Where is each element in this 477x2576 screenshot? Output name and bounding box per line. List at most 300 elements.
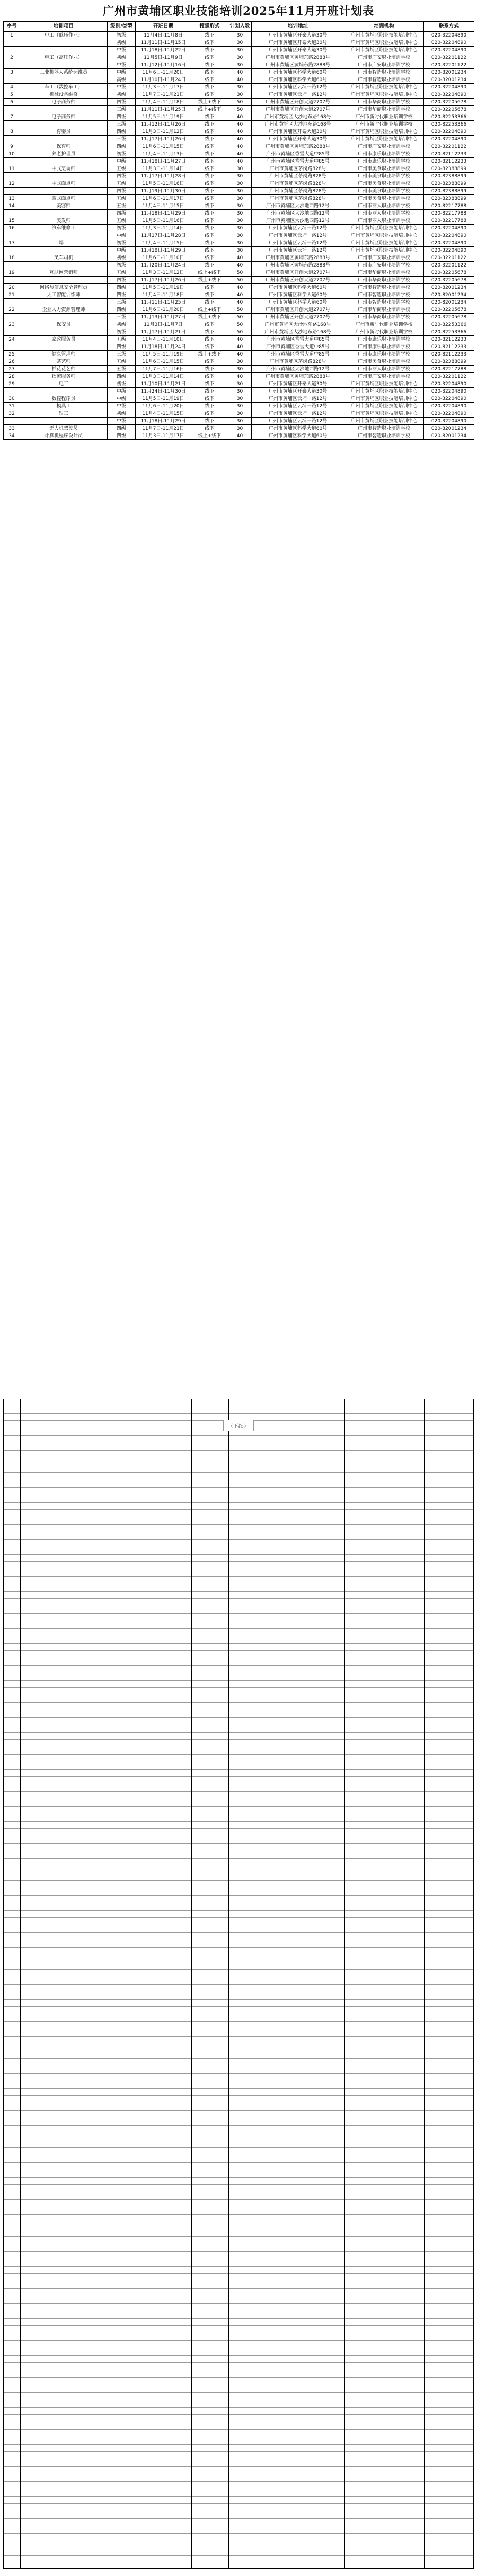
cell-no: 11 [4, 165, 20, 173]
cell-item [20, 39, 108, 47]
cell-tel: 020-32204890 [424, 84, 474, 91]
cell-addr: 广州市黄埔区开创大道2707号 [252, 269, 344, 277]
cell-tel: 020-82388899 [424, 165, 474, 173]
cell-no [4, 210, 20, 217]
cell-org: 广州市美食职业培训学校 [344, 173, 424, 180]
cell-tel: 020-82253366 [424, 113, 474, 121]
cell-level: 中级 [108, 403, 136, 410]
cell-level: 初级 [108, 328, 136, 336]
cell-addr: 广州市黄埔区香雪大道中85号 [252, 158, 344, 165]
cell-count: 30 [228, 39, 252, 47]
cell-addr: 广州市黄埔区云埔一路12号 [252, 91, 344, 99]
cell-no [4, 247, 20, 254]
cell-org: 广州市智造职业培训学校 [344, 76, 424, 84]
table-row [4, 202, 474, 210]
cell-mode: 线下 [191, 410, 228, 418]
cell-tel: 020-32205678 [424, 306, 474, 314]
cell-no: 25 [4, 351, 20, 358]
cell-addr: 广州市黄埔区开泰大道30号 [252, 39, 344, 47]
cell-mode: 线下 [191, 113, 228, 121]
cell-count: 30 [228, 358, 252, 366]
table-row [4, 32, 474, 39]
table-row [4, 262, 474, 269]
cell-date: 11月11日-11月25日 [136, 106, 191, 113]
cell-no: 16 [4, 225, 20, 232]
table-row [4, 121, 474, 128]
table-row [4, 143, 474, 150]
cell-level: 初级 [108, 54, 136, 61]
cell-item: 美发师 [20, 217, 108, 225]
cell-item: 养老护理员 [20, 150, 108, 158]
cell-addr: 广州市黄埔区黄埔东路2888号 [252, 262, 344, 269]
table-row [4, 217, 474, 225]
cell-date: 11月6日-11月15日 [136, 143, 191, 150]
cell-addr: 广州市黄埔区开创大道2707号 [252, 277, 344, 284]
cell-date: 11月4日-11月15日 [136, 239, 191, 247]
table-row [4, 180, 474, 188]
cell-org: 广州市黄埔区职业技能培训中心 [344, 128, 424, 136]
cell-mode: 线下 [191, 69, 228, 76]
cell-mode: 线下 [191, 61, 228, 69]
cell-item: 健康管理师 [20, 351, 108, 358]
cell-level: 五级 [108, 336, 136, 343]
cell-addr: 广州市黄埔区大沙地东路168号 [252, 113, 344, 121]
cell-item: 模具工 [20, 403, 108, 410]
cell-tel: 020-32204890 [424, 418, 474, 425]
cell-level: 初级 [108, 39, 136, 47]
cell-addr: 广州市黄埔区大沙地西路12号 [252, 366, 344, 373]
cell-count: 40 [228, 121, 252, 128]
cell-tel: 020-32204890 [424, 239, 474, 247]
cell-item [20, 136, 108, 143]
cell-date: 11月6日-11月20日 [136, 306, 191, 314]
cell-date: 11月3日-11月7日 [136, 321, 191, 328]
cell-no [4, 314, 20, 321]
cell-tel: 020-32204890 [424, 136, 474, 143]
table-row [4, 225, 474, 232]
cell-addr: 广州市黄埔区云埔一路12号 [252, 232, 344, 239]
cell-count: 40 [228, 284, 252, 291]
cell-tel: 020-32205678 [424, 106, 474, 113]
cell-item: 电子商务师 [20, 113, 108, 121]
cell-org: 广州市康乐职业培训学校 [344, 351, 424, 358]
cell-tel: 020-32204890 [424, 91, 474, 99]
cell-count: 30 [228, 47, 252, 54]
cell-item [20, 188, 108, 195]
header-item: 培训项目 [20, 22, 108, 32]
cell-level: 五级 [108, 217, 136, 225]
cell-org: 广州市黄埔区职业技能培训中心 [344, 403, 424, 410]
cell-item: 工业机器人系统运维员 [20, 69, 108, 76]
cell-count: 30 [228, 61, 252, 69]
cell-no [4, 76, 20, 84]
cell-no: 2 [4, 54, 20, 61]
table-row [4, 425, 474, 432]
continuation-note: （下续） [223, 1420, 254, 1431]
cell-date: 11月17日-11月26日 [136, 277, 191, 284]
cell-count: 40 [228, 432, 252, 440]
cell-no: 3 [4, 69, 20, 76]
cell-addr: 广州市黄埔区开泰大道30号 [252, 47, 344, 54]
table-row [4, 373, 474, 380]
cell-no: 8 [4, 128, 20, 136]
cell-tel: 020-82001234 [424, 299, 474, 306]
cell-date: 11月3日-11月14日 [136, 165, 191, 173]
cell-date: 11月5日-11月16日 [136, 217, 191, 225]
cell-mode: 线下 [191, 418, 228, 425]
cell-mode: 线下 [191, 343, 228, 351]
cell-addr: 广州市黄埔区茅岗路828号 [252, 165, 344, 173]
table-row [4, 314, 474, 321]
cell-mode: 线上+线下 [191, 106, 228, 113]
cell-level: 四级 [108, 432, 136, 440]
cell-level: 四级 [108, 291, 136, 299]
cell-mode: 线下 [191, 165, 228, 173]
cell-no [4, 328, 20, 336]
cell-item: 育婴员 [20, 128, 108, 136]
cell-mode: 线下 [191, 47, 228, 54]
cell-mode: 线下 [191, 180, 228, 188]
cell-no: 7 [4, 113, 20, 121]
cell-count: 30 [228, 425, 252, 432]
cell-tel: 020-82112233 [424, 150, 474, 158]
cell-count: 40 [228, 150, 252, 158]
cell-date: 11月18日-11月27日 [136, 158, 191, 165]
cell-date: 11月20日-11月24日 [136, 262, 191, 269]
cell-org: 广州市黄埔区职业技能培训中心 [344, 418, 424, 425]
cell-mode: 线上+线下 [191, 432, 228, 440]
cell-org: 广州市丽人职业培训学校 [344, 210, 424, 217]
cell-level: 五级 [108, 366, 136, 373]
cell-mode: 线下 [191, 84, 228, 91]
cell-date: 11月11日-11月25日 [136, 299, 191, 306]
table-row [4, 410, 474, 418]
cell-org: 广州市华商职业培训学校 [344, 306, 424, 314]
cell-count: 50 [228, 306, 252, 314]
cell-mode: 线下 [191, 76, 228, 84]
cell-org: 广州市黄埔区职业技能培训中心 [344, 136, 424, 143]
cell-level: 初级 [108, 321, 136, 328]
header-count: 计划人数 [228, 22, 252, 32]
cell-tel: 020-32205678 [424, 99, 474, 106]
cell-mode: 线下 [191, 247, 228, 254]
cell-count: 30 [228, 217, 252, 225]
cell-mode: 线下 [191, 150, 228, 158]
header-mode: 授课形式 [191, 22, 228, 32]
cell-count: 30 [228, 410, 252, 418]
cell-no [4, 136, 20, 143]
cell-date: 11月12日-11月26日 [136, 121, 191, 128]
page-title: 广州市黄埔区职业技能培训2025年11月开班计划表 [103, 4, 374, 17]
cell-count: 40 [228, 351, 252, 358]
cell-level: 三级 [108, 299, 136, 306]
cell-org: 广州市黄埔区职业技能培训中心 [344, 225, 424, 232]
cell-count: 30 [228, 210, 252, 217]
cell-tel: 020-82001234 [424, 284, 474, 291]
cell-no: 6 [4, 99, 20, 106]
cell-count: 40 [228, 343, 252, 351]
cell-level: 初级 [108, 150, 136, 158]
cell-mode: 线上+线下 [191, 269, 228, 277]
cell-mode: 线下 [191, 358, 228, 366]
cell-count: 40 [228, 291, 252, 299]
cell-no [4, 262, 20, 269]
cell-level: 四级 [108, 306, 136, 314]
cell-date: 11月17日-11月28日 [136, 173, 191, 180]
cell-item: 插花花艺师 [20, 366, 108, 373]
cell-date: 11月17日-11月21日 [136, 328, 191, 336]
cell-level: 中级 [108, 84, 136, 91]
table-row [4, 188, 474, 195]
cell-tel: 020-82001234 [424, 425, 474, 432]
cell-tel: 020-32204890 [424, 225, 474, 232]
cell-addr: 广州市黄埔区香雪大道中85号 [252, 150, 344, 158]
cell-item [20, 262, 108, 269]
cell-org: 广州市华商职业培训学校 [344, 314, 424, 321]
table-row [4, 76, 474, 84]
cell-date: 11月5日-11月19日 [136, 395, 191, 403]
cell-addr: 广州市黄埔区云埔一路12号 [252, 225, 344, 232]
cell-tel: 020-32204890 [424, 47, 474, 54]
cell-item [20, 121, 108, 128]
cell-addr: 广州市黄埔区云埔一路12号 [252, 239, 344, 247]
cell-no: 32 [4, 410, 20, 418]
cell-mode: 线下 [191, 373, 228, 380]
cell-org: 广州市美食职业培训学校 [344, 180, 424, 188]
cell-level: 三级 [108, 106, 136, 113]
cell-count: 30 [228, 188, 252, 195]
table-row [4, 321, 474, 328]
cell-addr: 广州市黄埔区科学大道60号 [252, 76, 344, 84]
cell-count: 40 [228, 69, 252, 76]
cell-org: 广州市华商职业培训学校 [344, 277, 424, 284]
cell-item [20, 106, 108, 113]
cell-org: 广州市广安职业培训学校 [344, 61, 424, 69]
cell-item: 焊工 [20, 239, 108, 247]
cell-tel: 020-82388899 [424, 180, 474, 188]
cell-mode: 线下 [191, 225, 228, 232]
cell-count: 40 [228, 299, 252, 306]
cell-org: 广州市广安职业培训学校 [344, 54, 424, 61]
cell-mode: 线下 [191, 202, 228, 210]
cell-level: 初级 [108, 91, 136, 99]
cell-level: 三级 [108, 136, 136, 143]
cell-mode: 线下 [191, 232, 228, 239]
cell-org: 广州市黄埔区职业技能培训中心 [344, 47, 424, 54]
cell-tel: 020-32204890 [424, 39, 474, 47]
cell-no: 5 [4, 91, 20, 99]
table-row [4, 69, 474, 76]
cell-tel: 020-32204890 [424, 388, 474, 395]
cell-addr: 广州市黄埔区大沙地东路168号 [252, 121, 344, 128]
cell-item: 无人机驾驶员 [20, 425, 108, 432]
header-tel: 联系方式 [424, 22, 474, 32]
cell-item [20, 247, 108, 254]
cell-date: 11月3日-11月12日 [136, 269, 191, 277]
cell-mode: 线下 [191, 380, 228, 388]
cell-item: 叉车司机 [20, 254, 108, 262]
cell-item: 网络与信息安全管理员 [20, 284, 108, 291]
cell-addr: 广州市黄埔区大沙地西路12号 [252, 202, 344, 210]
cell-no: 27 [4, 366, 20, 373]
cell-count: 40 [228, 254, 252, 262]
cell-date: 11月7日-11月21日 [136, 425, 191, 432]
cell-item: 保育师 [20, 143, 108, 150]
cell-count: 30 [228, 165, 252, 173]
cell-date: 11月6日-11月10日 [136, 254, 191, 262]
cell-tel: 020-32205678 [424, 269, 474, 277]
cell-level: 四级 [108, 425, 136, 432]
cell-tel: 020-82253366 [424, 328, 474, 336]
table-row [4, 165, 474, 173]
cell-addr: 广州市黄埔区茅岗路828号 [252, 195, 344, 202]
table-row [4, 254, 474, 262]
table-row [4, 239, 474, 247]
cell-date: 11月4日-11月15日 [136, 410, 191, 418]
cell-org: 广州市黄埔区职业技能培训中心 [344, 91, 424, 99]
cell-mode: 线下 [191, 366, 228, 373]
cell-org: 广州市康乐职业培训学校 [344, 343, 424, 351]
cell-org: 广州市智造职业培训学校 [344, 69, 424, 76]
cell-tel: 020-32201122 [424, 61, 474, 69]
cell-item: 保安员 [20, 321, 108, 328]
cell-count: 30 [228, 180, 252, 188]
cell-org: 广州市丽人职业培训学校 [344, 217, 424, 225]
cell-date: 11月6日-11月15日 [136, 358, 191, 366]
cell-tel: 020-32204890 [424, 403, 474, 410]
table-row [4, 136, 474, 143]
cell-addr: 广州市黄埔区开创大道2707号 [252, 306, 344, 314]
cell-item: 电子商务师 [20, 99, 108, 106]
cell-tel: 020-32204890 [424, 232, 474, 239]
cell-addr: 广州市黄埔区科学大道60号 [252, 69, 344, 76]
cell-org: 广州市新时代职业培训学校 [344, 113, 424, 121]
cell-item [20, 299, 108, 306]
cell-item [20, 61, 108, 69]
table-continuation [3, 1399, 474, 2569]
cell-no [4, 106, 20, 113]
cell-mode: 线下 [191, 91, 228, 99]
cell-mode: 线下 [191, 217, 228, 225]
cell-mode: 线下 [191, 188, 228, 195]
cell-level: 中级 [108, 247, 136, 254]
cell-org: 广州市智造职业培训学校 [344, 284, 424, 291]
cell-date: 11月4日-11月8日 [136, 32, 191, 39]
cell-date: 11月12日-11月16日 [136, 61, 191, 69]
cell-count: 50 [228, 106, 252, 113]
cell-count: 30 [228, 247, 252, 254]
cell-date: 11月18日-11月29日 [136, 247, 191, 254]
cell-addr: 广州市黄埔区科学大道60号 [252, 299, 344, 306]
cell-item [20, 47, 108, 54]
cell-mode: 线下 [191, 54, 228, 61]
table-row [4, 84, 474, 91]
cell-no [4, 39, 20, 47]
cell-date: 11月5日-11月19日 [136, 351, 191, 358]
table-row [4, 366, 474, 373]
cell-mode: 线下 [191, 158, 228, 165]
cell-addr: 广州市黄埔区黄埔东路2888号 [252, 54, 344, 61]
cell-level: 四级 [108, 128, 136, 136]
cell-item: 物流服务师 [20, 373, 108, 380]
cell-item [20, 388, 108, 395]
cell-org: 广州市黄埔区职业技能培训中心 [344, 39, 424, 47]
cell-item: 汽车维修工 [20, 225, 108, 232]
cell-level: 初级 [108, 410, 136, 418]
cell-org: 广州市丽人职业培训学校 [344, 366, 424, 373]
cell-tel: 020-82217788 [424, 366, 474, 373]
cell-level: 中级 [108, 232, 136, 239]
cell-org: 广州市智造职业培训学校 [344, 425, 424, 432]
cell-level: 初级 [108, 32, 136, 39]
cell-level: 高级 [108, 76, 136, 84]
table-row [4, 210, 474, 217]
cell-date: 11月4日-11月15日 [136, 202, 191, 210]
cell-tel: 020-32204890 [424, 395, 474, 403]
cell-level: 五级 [108, 165, 136, 173]
cell-level: 四级 [108, 113, 136, 121]
cell-date: 11月18日-11月22日 [136, 47, 191, 54]
cell-addr: 广州市黄埔区科学大道60号 [252, 425, 344, 432]
cell-count: 40 [228, 136, 252, 143]
cell-tel: 020-82112233 [424, 336, 474, 343]
cell-date: 11月18日-11月29日 [136, 418, 191, 425]
cell-org: 广州市新时代职业培训学校 [344, 328, 424, 336]
cell-no [4, 173, 20, 180]
cell-mode: 线下 [191, 143, 228, 150]
cell-no: 17 [4, 239, 20, 247]
header-date: 开班日期 [136, 22, 191, 32]
cell-org: 广州市丽人职业培训学校 [344, 202, 424, 210]
cell-addr: 广州市黄埔区大沙地东路168号 [252, 321, 344, 328]
cell-tel: 020-32201122 [424, 373, 474, 380]
cell-level: 中级 [108, 158, 136, 165]
cell-level: 五级 [108, 269, 136, 277]
cell-tel: 020-82253366 [424, 121, 474, 128]
cell-item [20, 173, 108, 180]
cell-tel: 020-32204890 [424, 410, 474, 418]
table-row [4, 395, 474, 403]
header-addr: 培训地址 [252, 22, 344, 32]
cell-org: 广州市黄埔区职业技能培训中心 [344, 232, 424, 239]
cell-date: 11月19日-11月30日 [136, 188, 191, 195]
cell-org: 广州市康乐职业培训学校 [344, 150, 424, 158]
cell-tel: 020-82112233 [424, 158, 474, 165]
cell-no: 33 [4, 425, 20, 432]
table-row [4, 380, 474, 388]
cell-count: 30 [228, 418, 252, 425]
cell-item: 机械设备维修 [20, 91, 108, 99]
cell-tel: 020-82001234 [424, 432, 474, 440]
cell-date: 11月11日-11月15日 [136, 39, 191, 47]
table-row [4, 61, 474, 69]
cell-item [20, 277, 108, 284]
cell-level: 中级 [108, 61, 136, 69]
cell-no: 4 [4, 84, 20, 91]
cell-count: 30 [228, 54, 252, 61]
cell-tel: 020-82217788 [424, 217, 474, 225]
cell-addr: 广州市黄埔区云埔一路12号 [252, 247, 344, 254]
cell-org: 广州市黄埔区职业技能培训中心 [344, 32, 424, 39]
cell-item [20, 418, 108, 425]
cell-level: 四级 [108, 284, 136, 291]
cell-addr: 广州市黄埔区开泰大道30号 [252, 32, 344, 39]
cell-count: 30 [228, 239, 252, 247]
cell-date: 11月4日-11月13日 [136, 150, 191, 158]
cell-count: 40 [228, 76, 252, 84]
cell-tel: 020-82388899 [424, 188, 474, 195]
table-row [4, 247, 474, 254]
